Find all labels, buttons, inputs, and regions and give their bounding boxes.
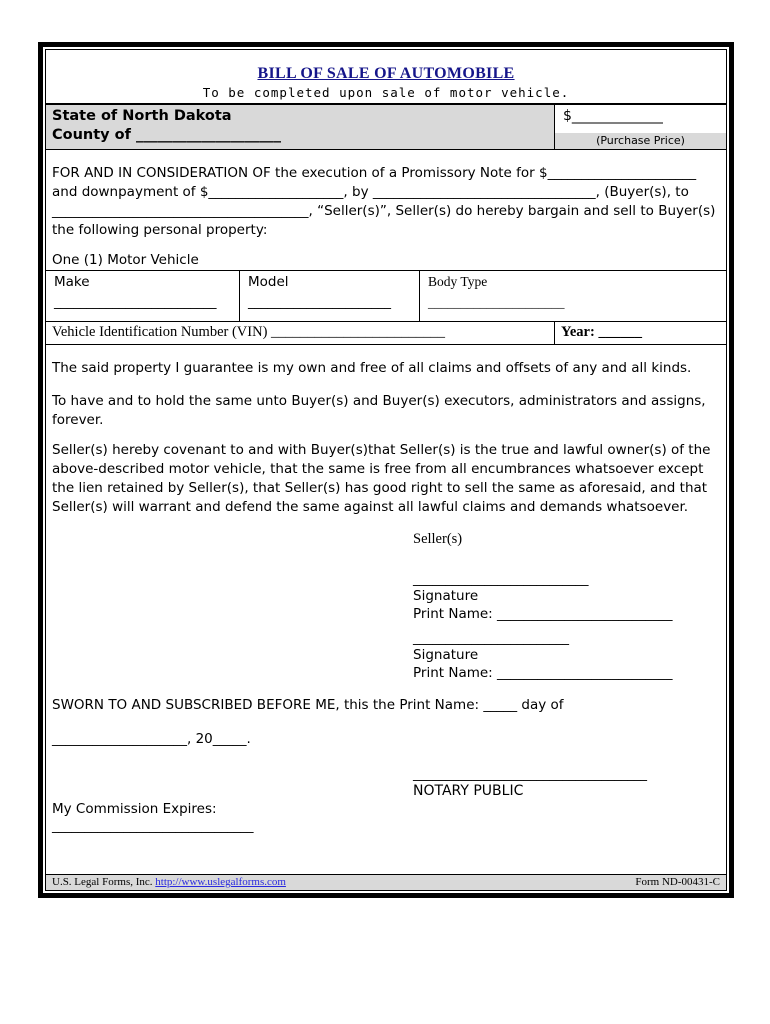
form-title: BILL OF SALE OF AUTOMOBILE bbox=[257, 65, 515, 82]
sworn-date-line-field[interactable]: ____________________, 20_____. bbox=[52, 731, 251, 747]
county-line bbox=[52, 126, 548, 145]
footer-left bbox=[52, 876, 286, 888]
consideration-paragraph: FOR AND IN CONSIDERATION OF the execution of a Promissory Note for $______________________ and downpayment of $____________________, by _________________________________, (Buyer(s), to ______________________________________, “Seller(s)”, Seller(s) do hereby bargain and sell to Buyer(s) the following personal property: bbox=[52, 165, 716, 238]
state-price-band bbox=[46, 103, 726, 150]
form-body bbox=[45, 49, 727, 891]
print-name-blank-field-2[interactable]: __________________________ bbox=[497, 665, 673, 681]
purchase-price-box bbox=[554, 105, 726, 149]
county-blank-field[interactable]: ____________________ bbox=[136, 127, 282, 143]
covenant-paragraph-2: To have and to hold the same unto Buyer(s) and Buyer(s) executors, administrators and assigns, forever. bbox=[52, 393, 706, 428]
purchase-price-field[interactable]: $_____________ bbox=[555, 105, 726, 133]
notary-public-label: NOTARY PUBLIC bbox=[413, 783, 524, 799]
form-footer bbox=[46, 874, 726, 890]
state-label: State of North Dakota bbox=[52, 108, 232, 124]
model-column bbox=[239, 271, 419, 321]
form-header bbox=[46, 50, 726, 103]
print-name-line-2 bbox=[413, 665, 726, 681]
form-border bbox=[38, 42, 734, 898]
body-type-blank-field[interactable]: _____________________ bbox=[428, 295, 565, 310]
signature-section bbox=[413, 531, 726, 681]
commission-expires-label: My Commission Expires: bbox=[52, 801, 217, 817]
body-type-column bbox=[419, 271, 726, 321]
print-name-label-1: Print Name: bbox=[413, 606, 493, 622]
year-cell bbox=[554, 322, 726, 344]
vin-label: Vehicle Identification Number (VIN) bbox=[52, 324, 268, 340]
model-blank-field[interactable]: ______________________ bbox=[248, 295, 391, 310]
footer-company: U.S. Legal Forms, Inc. bbox=[52, 876, 153, 888]
sellers-heading: Seller(s) bbox=[413, 531, 463, 547]
covenant-paragraph-3: Seller(s) hereby covenant to and with Buyer(s)that Seller(s) is the true and lawful owner(s) of the above-described motor vehicle, that the same is free from all encumbrances whatsoever except the lien retained by Seller(s), that Seller(s) has good right to sell the same as aforesaid, and that Seller(s) will warrant and defend the same against all lawful claims and demands whatsoever. bbox=[52, 442, 711, 515]
notary-signature-line-field[interactable]: ____________________________________ bbox=[413, 767, 647, 782]
model-label: Model bbox=[248, 274, 289, 290]
vin-cell bbox=[46, 322, 554, 344]
year-blank-field[interactable]: ______ bbox=[598, 324, 642, 340]
make-column bbox=[46, 271, 239, 321]
footer-link[interactable]: http://www.uslegalforms.com bbox=[155, 876, 286, 888]
make-blank-field[interactable]: _________________________ bbox=[54, 295, 217, 310]
signature-line-field-1[interactable]: ___________________________ bbox=[413, 572, 589, 587]
signature-label-2: Signature bbox=[413, 647, 479, 663]
state-county-block bbox=[46, 105, 554, 149]
notary-section bbox=[413, 767, 726, 799]
property-intro: One (1) Motor Vehicle bbox=[52, 252, 199, 268]
print-name-label-2: Print Name: bbox=[413, 665, 493, 681]
make-label: Make bbox=[54, 274, 90, 290]
county-label: County of bbox=[52, 127, 131, 143]
body-type-label: Body Type bbox=[428, 274, 488, 289]
year-label: Year: bbox=[561, 324, 595, 340]
purchase-price-caption: (Purchase Price) bbox=[555, 133, 726, 149]
vin-year-row bbox=[46, 321, 726, 345]
vin-blank-field[interactable]: ________________________ bbox=[271, 324, 446, 340]
print-name-line-1 bbox=[413, 606, 726, 622]
print-name-blank-field-1[interactable]: __________________________ bbox=[497, 606, 673, 622]
commission-expires-line-field[interactable]: _______________________________ bbox=[52, 819, 254, 834]
vehicle-table-header-row bbox=[46, 271, 726, 321]
vehicle-table bbox=[46, 270, 726, 345]
sworn-statement: SWORN TO AND SUBSCRIBED BEFORE ME, this the Print Name: _____ day of bbox=[52, 697, 564, 713]
signature-label-1: Signature bbox=[413, 588, 479, 604]
footer-form-number: Form ND-00431-C bbox=[635, 876, 720, 888]
signature-line-field-2[interactable]: ________________________ bbox=[413, 631, 569, 646]
form-subtitle: To be completed upon sale of motor vehicle. bbox=[202, 85, 570, 100]
covenant-paragraph-1: The said property I guarantee is my own and free of all claims and offsets of any and all kinds. bbox=[52, 360, 692, 376]
